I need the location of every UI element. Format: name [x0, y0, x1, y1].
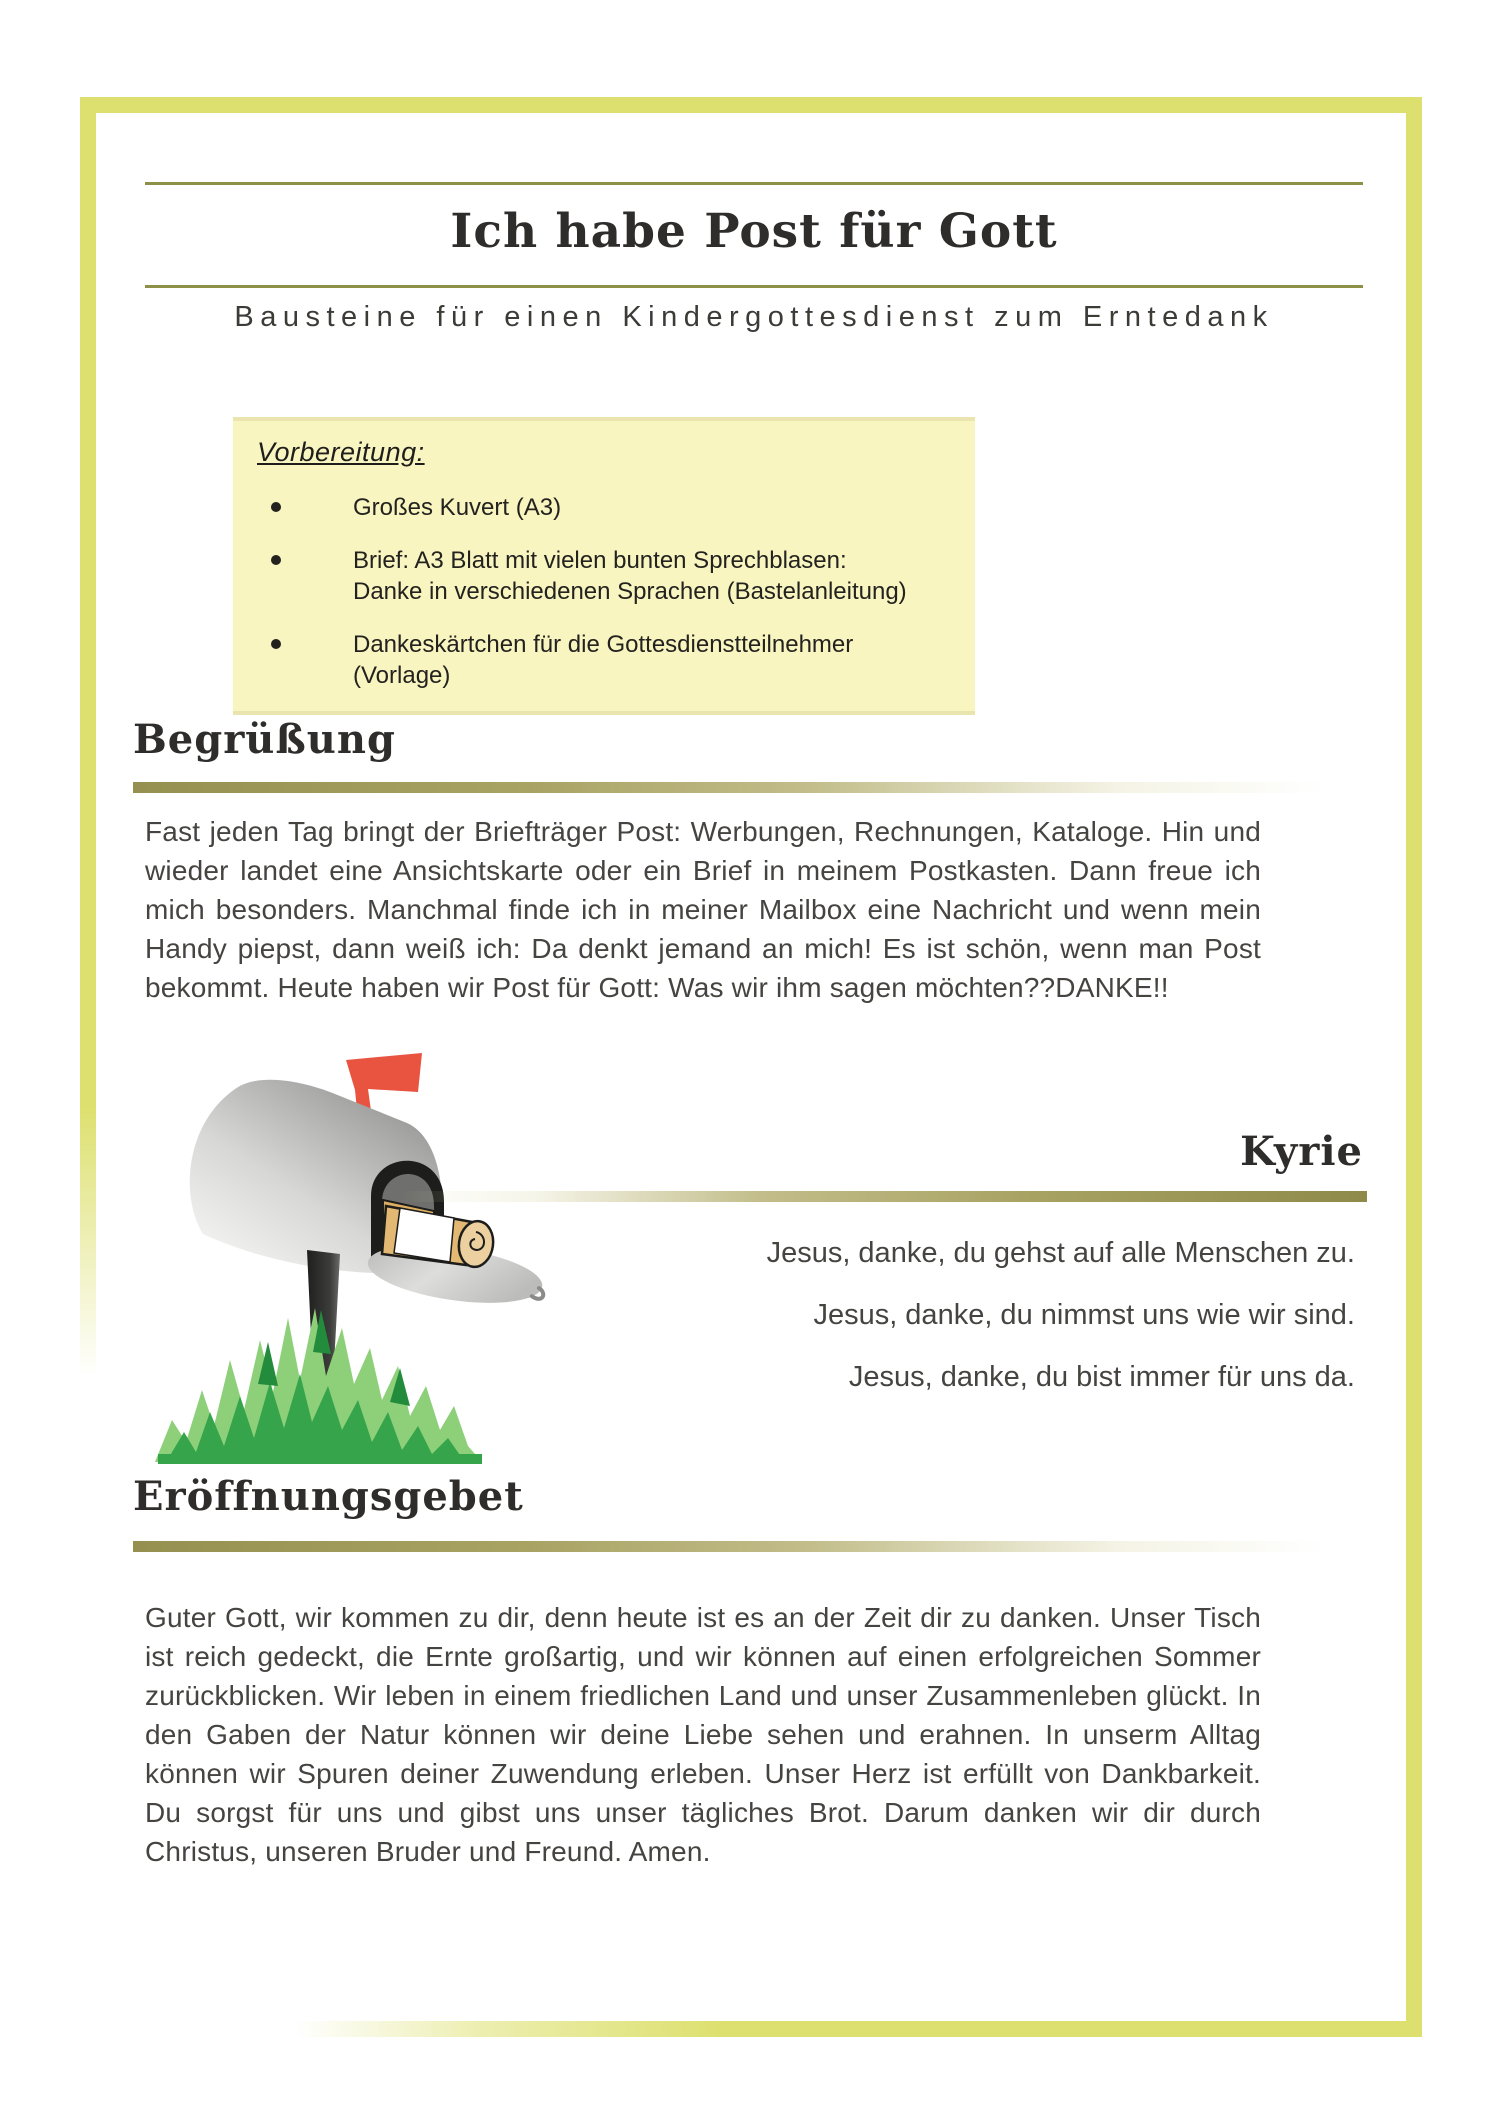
eroeffnungsgebet-paragraph: Guter Gott, wir kommen zu dir, denn heute ist es an der Zeit dir zu danken. Unser Tisch ist reich gedeckt, die Ernte großartig, und wir können auf einen erfolgreichen Sommer zurückblicken. Wir leben in einem friedlichen Land und unser Zusammenleben glückt. In den Gaben der Natur können wir deine Liebe sehen und erahnen. In unserm Alltag können wir Spuren deiner Zuwendung erleben. Unser Herz ist erfüllt von Dankbarkeit. Du sorgst für uns und gibst uns unser tägliches Brot. Darum danken wir dir durch Christus, unseren Bruder und Freund. Amen. — [145, 1602, 1261, 1867]
title-rule-top — [145, 182, 1363, 185]
section-rule-eroeffnungsgebet — [133, 1541, 1363, 1552]
preparation-box — [233, 417, 975, 715]
list-item-text: Brief: A3 Blatt mit vielen bunten Sprechblasen: Danke in verschiedenen Sprachen (Bastelanleitung) — [353, 547, 907, 605]
section-heading-kyrie: Kyrie — [1240, 1128, 1363, 1175]
kyrie-line: Jesus, danke, du nimmst uns wie wir sind. — [813, 1299, 1355, 1331]
section-rule-kyrie — [390, 1191, 1367, 1202]
list-item-text: Dankeskärtchen für die Gottesdienstteilnehmer (Vorlage) — [353, 631, 854, 689]
section-heading-begruessung: Begrüßung — [133, 716, 396, 763]
list-item-text: Großes Kuvert (A3) — [353, 494, 562, 521]
frame-border-bottom — [80, 2021, 1422, 2037]
kyrie-line: Jesus, danke, du gehst auf alle Menschen zu. — [766, 1237, 1355, 1269]
preparation-list — [257, 492, 951, 691]
frame-border-top — [80, 97, 1422, 113]
begruessung-paragraph: Fast jeden Tag bringt der Briefträger Post: Werbungen, Rechnungen, Kataloge. Hin und wieder landet eine Ansichtskarte oder ein Brief in meinem Postkasten. Dann freue ich mich besonders. Manchmal finde ich in meiner Mailbox eine Nachricht und wenn mein Handy piepst, dann weiß ich: Da denkt jemand an mich! Es ist schön, wenn man Post bekommt. Heute haben wir Post für Gott: Was wir ihm sagen möchten??DANKE!! — [145, 816, 1261, 1003]
frame-border-right — [1406, 97, 1422, 2037]
kyrie-line: Jesus, danke, du bist immer für uns da. — [848, 1361, 1355, 1393]
preparation-label: Vorbereitung: — [257, 437, 425, 467]
grass — [155, 1308, 482, 1464]
section-rule-begruessung — [133, 782, 1363, 793]
list-item — [271, 545, 911, 607]
frame-border-left — [80, 97, 96, 2037]
bullet-icon — [271, 555, 281, 565]
list-item — [271, 629, 911, 691]
page-subtitle: Bausteine für einen Kindergottesdienst zum Erntedank — [234, 301, 1274, 333]
mailbox-illustration — [110, 1050, 590, 1470]
list-item — [271, 492, 911, 523]
section-heading-eroeffnungsgebet: Eröffnungsgebet — [133, 1473, 524, 1520]
title-rule-bottom — [145, 285, 1363, 288]
page-title: Ich habe Post für Gott — [450, 204, 1058, 259]
bullet-icon — [271, 502, 281, 512]
bullet-icon — [271, 639, 281, 649]
kyrie-lines — [620, 1222, 1355, 1408]
